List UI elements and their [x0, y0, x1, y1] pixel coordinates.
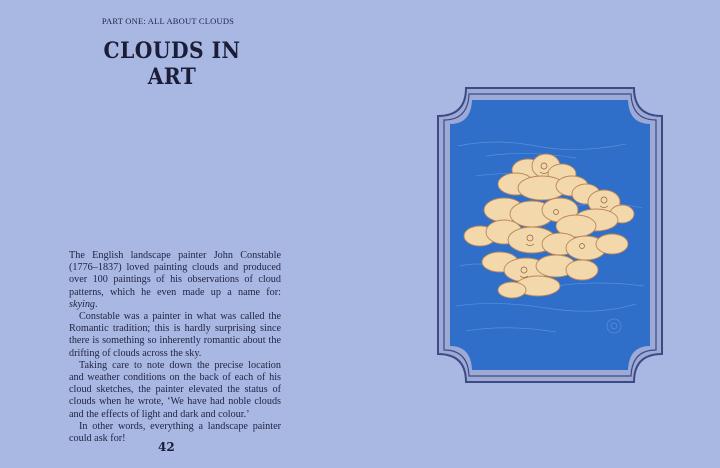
paragraph-1: The English landscape painter John Constable (1776–1837) loved painting clouds and produced over 100 paintings of his observations of cloud patterns, which he even made up a name for: skying.	[69, 250, 281, 310]
paragraph-3: Taking care to note down the precise location and weather conditions on the back of each of his cloud sketches, the painter elevated the status of clouds when he wrote, ‘We have had noble clouds and the effects of light and dark and colour.’	[69, 359, 281, 420]
body-text	[69, 250, 281, 445]
page-number: 42	[158, 440, 175, 454]
paragraph-4: In other words, everything a landscape painter could ask for!	[69, 420, 281, 445]
paragraph-2: Constable was a painter in what was called the Romantic tradition; this is hardly surprising since there is something so inherently romantic about the drifting of clouds across the sky.	[69, 311, 281, 359]
page-title: CLOUDS IN ART	[103, 38, 241, 90]
clouds-illustration	[436, 86, 664, 384]
section-header: PART ONE: ALL ABOUT CLOUDS	[101, 16, 235, 26]
